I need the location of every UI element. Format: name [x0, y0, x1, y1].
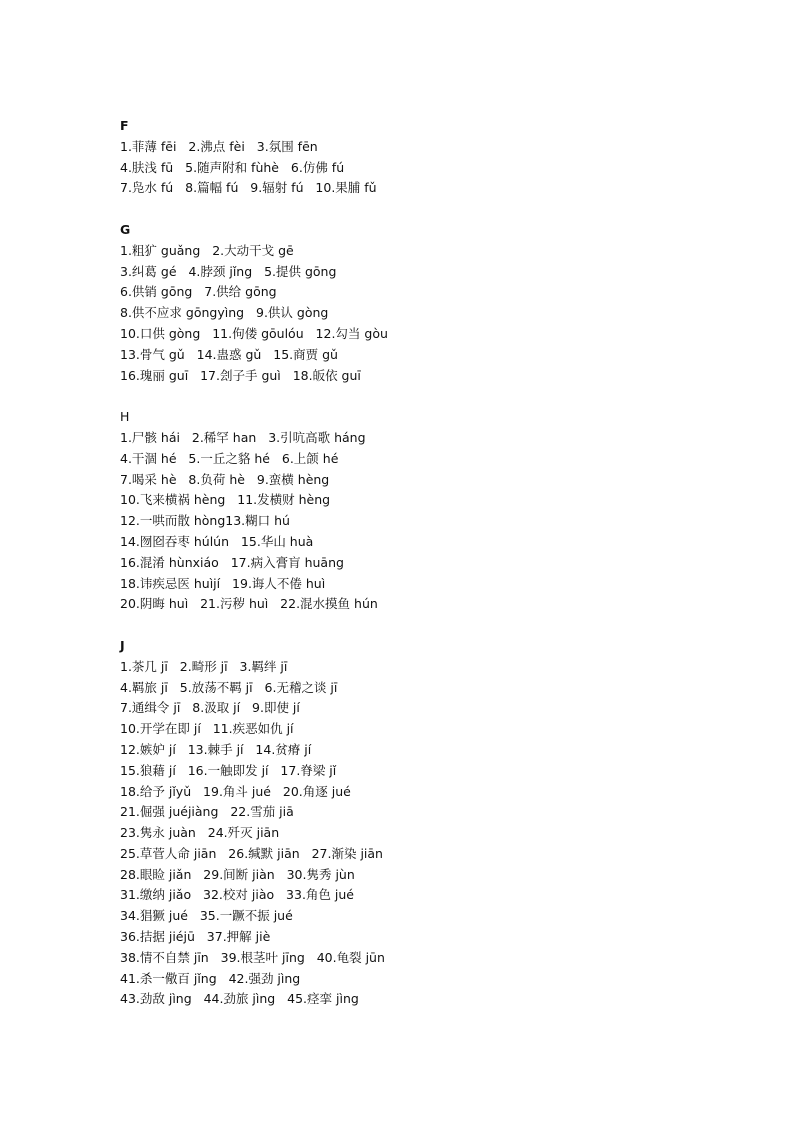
vocab-line: 7.通缉令 jī 8.汲取 jí 9.即使 jí	[120, 700, 300, 716]
section-heading: G	[120, 221, 131, 237]
vocab-line: 6.供销 gōng 7.供给 gōng	[120, 284, 277, 300]
vocab-line: 21.倔强 juéjiàng 22.雪茄 jiā	[120, 804, 294, 820]
vocab-line: 10.飞来横祸 hèng 11.发横财 hèng	[120, 492, 331, 508]
vocab-line: 7.凫水 fú 8.篇幅 fú 9.辐射 fú 10.果脯 fǔ	[120, 180, 377, 196]
vocab-line: 20.阴晦 huì 21.污秽 huì 22.混水摸鱼 hún	[120, 596, 378, 612]
section-heading: J	[120, 637, 125, 653]
vocab-line: 7.喝采 hè 8.负荷 hè 9.蛮横 hèng	[120, 471, 330, 487]
vocab-line: 38.情不自禁 jīn 39.根茎叶 jīng 40.龟裂 jūn	[120, 949, 385, 965]
vocab-line: 8.供不应求 gōngyìng 9.供认 gòng	[120, 305, 329, 321]
vocab-line: 10.开学在即 jí 11.疾恶如仇 jí	[120, 721, 294, 737]
vocab-line: 3.纠葛 gé 4.脖颈 jǐng 5.提供 gōng	[120, 263, 337, 279]
vocab-line: 4.干涸 hé 5.一丘之貉 hé 6.上颌 hé	[120, 450, 339, 466]
vocab-line: 18.讳疾忌医 huìjí 19.诲人不倦 huì	[120, 575, 326, 591]
vocab-line: 31.缴纳 jiǎo 32.校对 jiào 33.角色 jué	[120, 887, 354, 903]
vocab-line: 41.杀一儆百 jǐng 42.强劲 jìng	[120, 970, 301, 986]
vocab-line: 12.嫉妒 jí 13.棘手 jí 14.贫瘠 jí	[120, 741, 312, 757]
vocab-line: 10.口供 gòng 11.佝偻 gōulóu 12.勾当 gòu	[120, 325, 388, 341]
section-heading: F	[120, 118, 129, 133]
vocab-line: 15.狼藉 jí 16.一触即发 jí 17.脊梁 jǐ	[120, 762, 337, 778]
vocab-line: 4.肤浅 fū 5.随声附和 fùhè 6.仿佛 fú	[120, 159, 345, 175]
vocab-line: 36.拮据 jiéjū 37.押解 jiè	[120, 929, 271, 945]
vocab-line: 12.一哄而散 hòng13.糊口 hú	[120, 513, 290, 529]
vocab-line: 43.劲敌 jìng 44.劲旅 jìng 45.痉挛 jìng	[120, 991, 359, 1007]
vocab-line: 23.隽永 juàn 24.歼灭 jiān	[120, 825, 280, 841]
vocab-line: 16.混淆 hùnxiáo 17.病入膏肓 huāng	[120, 554, 344, 570]
vocab-line: 4.羁旅 jī 5.放荡不羁 jī 6.无稽之谈 jī	[120, 679, 338, 695]
vocab-line: 1.尸骸 hái 2.稀罕 han 3.引吭高歌 háng	[120, 429, 366, 445]
vocab-line: 16.瑰丽 guī 17.刽子手 guì 18.皈依 guī	[120, 367, 361, 383]
section-heading: H	[120, 409, 130, 425]
vocab-line: 28.眼睑 jiǎn 29.间断 jiàn 30.隽秀 jùn	[120, 866, 355, 882]
vocab-line: 1.茶几 jī 2.畸形 jī 3.羁绊 jī	[120, 658, 288, 674]
vocab-line: 1.菲薄 fēi 2.沸点 fèi 3.氛围 fēn	[120, 138, 318, 154]
section-g	[120, 220, 760, 386]
section-j	[120, 636, 760, 1010]
section-h	[120, 407, 760, 615]
vocab-line: 25.草菅人命 jiān 26.缄默 jiān 27.渐染 jiān	[120, 845, 383, 861]
section-f	[120, 116, 760, 199]
vocab-line: 14.囫囵吞枣 húlún 15.华山 huà	[120, 533, 314, 549]
document-page	[120, 116, 760, 1010]
vocab-line: 1.粗犷 guǎng 2.大动干戈 gē	[120, 242, 294, 258]
vocab-line: 13.骨气 gǔ 14.蛊惑 gǔ 15.商贾 gǔ	[120, 346, 338, 362]
vocab-line: 18.给予 jǐyǔ 19.角斗 jué 20.角逐 jué	[120, 783, 351, 799]
vocab-line: 34.猖獗 jué 35.一蹶不振 jué	[120, 908, 293, 924]
